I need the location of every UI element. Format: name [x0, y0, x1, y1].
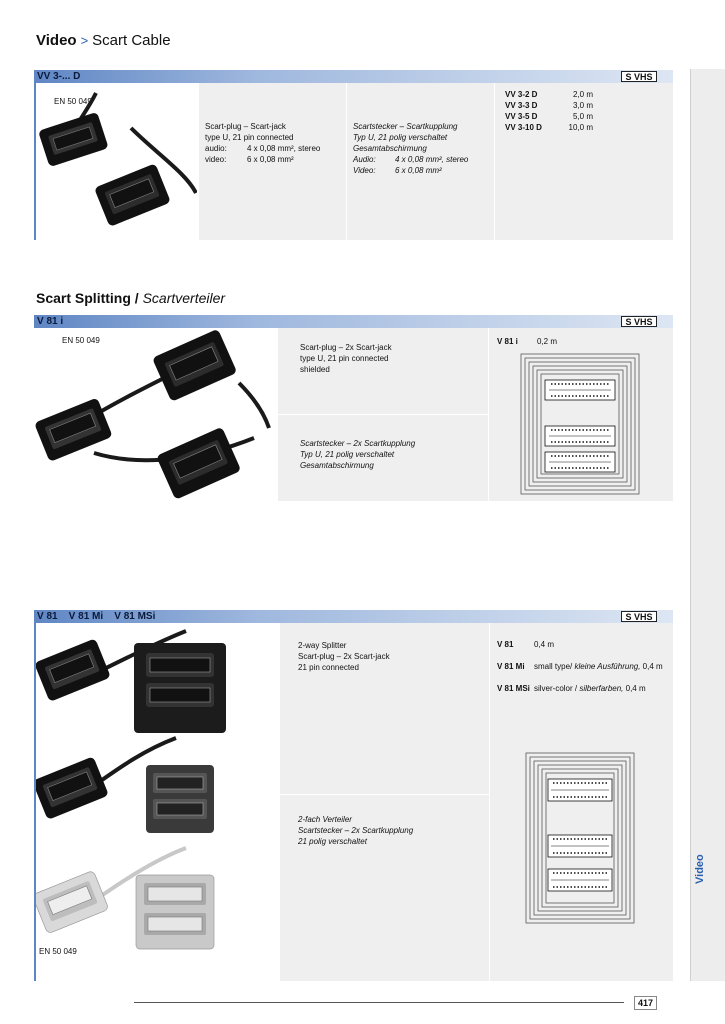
section3-bar [34, 610, 673, 623]
length: 10,0 m [568, 123, 593, 132]
section3-en-line0: 2-way Splitter [298, 641, 347, 650]
length: 5,0 m [572, 112, 593, 121]
page-number: 417 [634, 996, 657, 1010]
model-row [497, 683, 667, 694]
heading-italic: Scartverteiler [142, 290, 226, 306]
model-row [497, 639, 667, 650]
model: V 81 [497, 640, 514, 649]
section2-heading [36, 290, 225, 306]
sidebar-label [690, 850, 725, 890]
section1-bar-label: VV 3-... D [37, 71, 81, 82]
value: 4 x 0,08 mm², stereo [247, 144, 321, 153]
value: 6 x 0,08 mm² [247, 155, 294, 164]
label: video: [205, 155, 227, 164]
section3-image-area [36, 623, 279, 981]
length-row [505, 100, 667, 111]
desc: 0,4 m [534, 640, 555, 649]
value: 4 x 0,08 mm², stereo [395, 155, 469, 164]
page-title-main: Video [36, 32, 77, 49]
section2-divider [278, 414, 488, 415]
label: Audio: [353, 155, 376, 164]
desc-italic: kleine Ausführung, [574, 662, 641, 671]
model-row [497, 336, 667, 347]
section2-en-line2: shielded [300, 365, 330, 374]
section1-en-title: Scart-plug – Scart-jack [205, 122, 286, 131]
section1-en-spec [198, 83, 346, 240]
model: V 81 Mi [497, 662, 525, 671]
section1-de-line2: Gesamtabschirmung [353, 144, 427, 153]
svhs-logo: S VHS [621, 611, 657, 622]
page-title-sub: Scart Cable [92, 32, 171, 49]
length-row [505, 89, 667, 100]
heading-bold: Scart Splitting / [36, 290, 139, 306]
section3-spec [279, 623, 489, 981]
wiring-diagram [519, 352, 641, 497]
desc-plain: small type/ [534, 662, 573, 671]
model: V 81 MSi [497, 684, 530, 693]
section3-de-line1: 21 polig verschaltet [298, 837, 367, 846]
section1-image-area [36, 83, 197, 240]
svhs-logo: S VHS [621, 71, 657, 82]
section3-de-title: Scartstecker – 2x Scartkupplung [298, 826, 414, 835]
section1-bar [34, 70, 673, 83]
section2-image-area [34, 328, 276, 501]
desc [534, 683, 646, 694]
section1-en-audio [205, 143, 340, 154]
label: Video: [353, 166, 376, 175]
section2-model-panel [488, 328, 673, 501]
section1-norm: EN 50 049 [54, 97, 92, 106]
model: V 81 i [497, 337, 518, 346]
model: VV 3-2 D [505, 90, 538, 99]
section3-bar-label: V 81 V 81 Mi V 81 MSi [37, 611, 156, 622]
section1-en-video [205, 154, 340, 165]
desc-end: 0,4 m [642, 662, 663, 671]
section1-de-title: Scartstecker – Scartkupplung [353, 122, 458, 131]
section3-en-title: Scart-plug – 2x Scart-jack [298, 652, 390, 661]
section3-de-line0: 2-fach Verteiler [298, 815, 352, 824]
section1-de-audio [353, 154, 488, 165]
model: VV 3-5 D [505, 112, 538, 121]
page-title [36, 32, 171, 49]
section3-model-panel [489, 623, 673, 981]
section2-de-line2: Gesamtabschirmung [300, 461, 374, 470]
section1-de-line1: Typ U, 21 polig verschaltet [353, 133, 448, 142]
right-sidebar [690, 69, 725, 981]
svhs-logo: S VHS [621, 316, 657, 327]
length: 0,2 m [537, 337, 558, 346]
section2-norm: EN 50 049 [62, 336, 100, 345]
section3-en-line1: 21 pin connected [298, 663, 359, 672]
value: 6 x 0,08 mm² [395, 166, 442, 175]
spacer [300, 375, 482, 438]
model: VV 3-10 D [505, 123, 542, 132]
section2-en-title: Scart-plug – 2x Scart-jack [300, 343, 392, 352]
section2-bar-label: V 81 i [37, 316, 64, 327]
length: 3,0 m [572, 101, 593, 110]
scart-splitter-image [34, 328, 276, 501]
section2-bar [34, 315, 673, 328]
section1-lengths [494, 83, 673, 240]
scart-cable-image [36, 83, 197, 240]
section3-divider [280, 794, 489, 795]
section2-en-line1: type U, 21 pin connected [300, 354, 389, 363]
length-row [505, 111, 667, 122]
breadcrumb-separator: > [80, 33, 89, 48]
desc-italic: silberfarben, [579, 684, 624, 693]
length: 2,0 m [572, 90, 593, 99]
model-row [497, 661, 667, 672]
section1-en-line1: type U, 21 pin connected [205, 133, 294, 142]
section2-de-title: Scartstecker – 2x Scartkupplung [300, 439, 416, 448]
section2-de-line1: Typ U, 21 polig verschaltet [300, 450, 395, 459]
spacer [298, 673, 483, 814]
desc-end: 0,4 m [625, 684, 646, 693]
desc [534, 661, 663, 672]
splitter-products-image [36, 623, 279, 981]
sidebar-label-text: Video [694, 854, 706, 884]
section3-norm: EN 50 049 [39, 947, 77, 956]
section1-de-spec [346, 83, 494, 240]
model: VV 3-3 D [505, 101, 538, 110]
wiring-diagram [524, 751, 636, 926]
desc-plain: silver-color / [534, 684, 578, 693]
footer-rule [134, 1002, 624, 1003]
length-row [505, 122, 667, 133]
section1-de-video [353, 165, 488, 176]
label: audio: [205, 144, 227, 153]
